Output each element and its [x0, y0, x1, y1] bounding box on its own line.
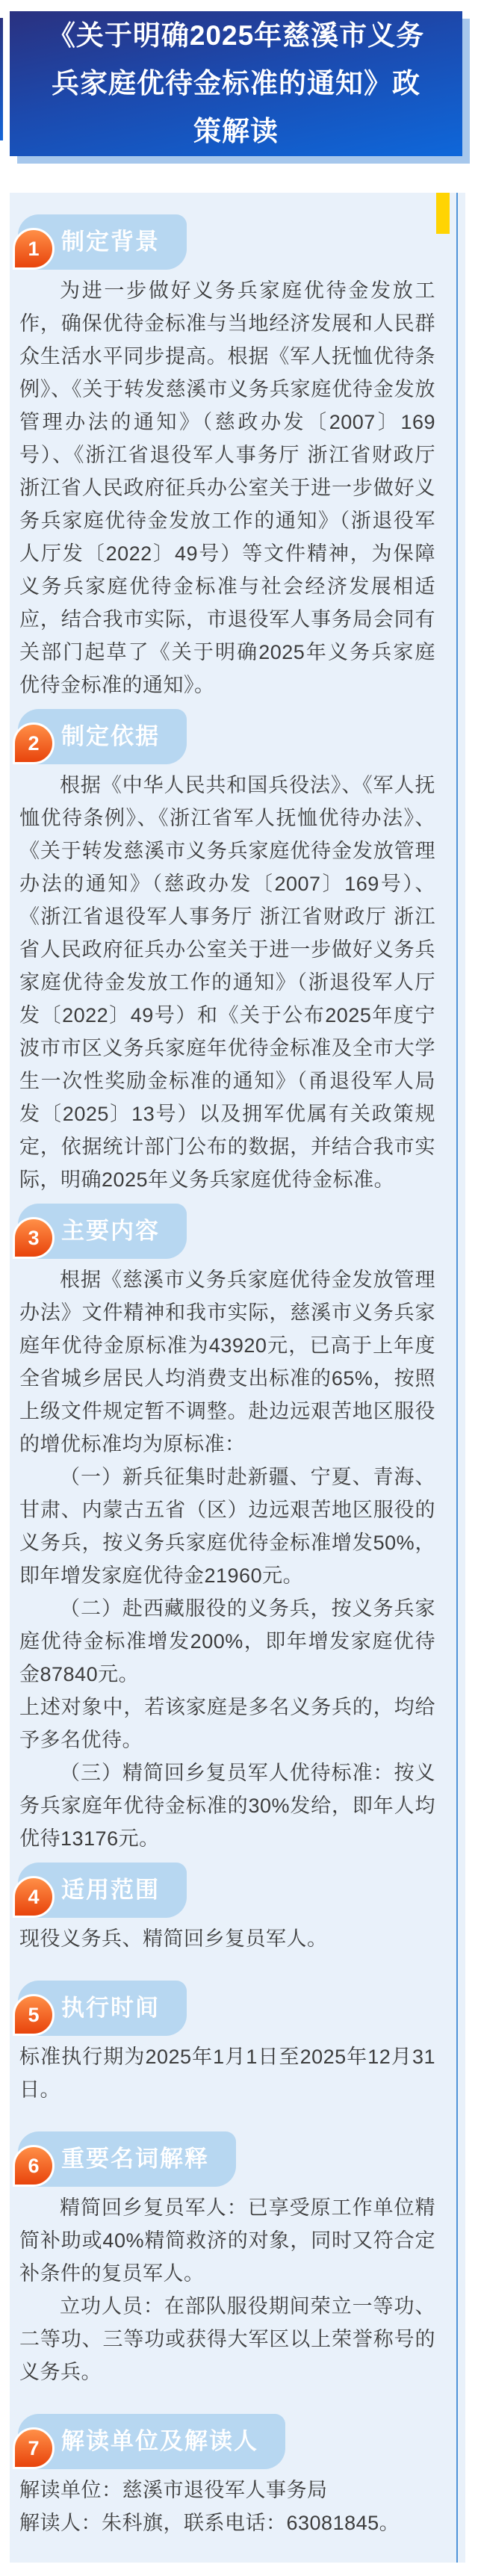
- paragraph: 上述对象中，若该家庭是多名义务兵的，均给予多名优待。: [19, 1696, 435, 1751]
- paragraph: 精简回乡复员军人：已享受原工作单位精简补助或40%精简救济的对象，同时又符合定补条件的复员军人。: [19, 2196, 435, 2285]
- header-banner: [10, 11, 462, 156]
- section-title-badge: 制定背景: [18, 214, 187, 270]
- section-title-badge: 执行时间: [18, 1981, 187, 2036]
- section-background: [10, 214, 465, 702]
- section-header: [10, 709, 465, 764]
- section-scope: [10, 1863, 465, 1955]
- paragraph: 现役义务兵、精简回乡复员军人。: [19, 1928, 328, 1950]
- interpreting-unit-line: 解读单位：慈溪市退役军人事务局: [19, 2479, 328, 2501]
- section-number-marker: 6: [13, 2145, 55, 2187]
- section-header: [10, 1981, 465, 2036]
- left-edge-accent-strip: [0, 18, 3, 140]
- section-effective-time: [10, 1981, 465, 2106]
- page-title: 《关于明确2025年慈溪市义务兵家庭优待金标准的通知》政策解读: [47, 20, 425, 146]
- section-interpreter-info: [10, 2414, 465, 2539]
- right-accent-line: [456, 193, 458, 2563]
- paragraph: 根据《中华人民共和国兵役法》、《军人抚恤优待条例》、《浙江省军人抚恤优待办法》、《关于转发慈溪市义务兵家庭优待金发放管理办法的通知》（慈政办发〔2007〕169号）、《浙江省退役军人事务厅 浙江省财政厅 浙江省人民政府征兵办公室关于进一步做好义务兵家庭优待金发放工作的通知》（浙退役军人厅发〔2022〕49号）和《关于公布2025年度宁波市市区义务兵家庭年优待金标准及全市大学生一次性奖励金标准的通知》（甬退役军人局发〔2025〕13号）以及拥军优属有关政策规定，依据统计部门公布的数据，并结合我市实际，明确2025年义务兵家庭优待金标准。: [19, 774, 435, 1191]
- section-number-marker: 4: [13, 1876, 55, 1918]
- section-header: [10, 1204, 465, 1259]
- section-number-marker: 5: [13, 1994, 55, 2036]
- paragraph: 立功人员：在部队服役期间荣立一等功、二等功、三等功或获得大军区以上荣誉称号的义务兵。: [19, 2295, 435, 2383]
- section-number-marker: 2: [13, 722, 55, 764]
- paragraph: 标准执行期为2025年1月1日至2025年12月31日。: [19, 2046, 435, 2101]
- section-title-badge: 适用范围: [18, 1863, 187, 1918]
- section-header: [10, 2414, 465, 2469]
- section-terms-glossary: [10, 2131, 465, 2388]
- section-title-badge: 主要内容: [18, 1204, 187, 1259]
- section-header: [10, 2131, 465, 2187]
- section-number-marker: 1: [13, 228, 55, 270]
- interpreter-contact-line: 解读人：朱科旗，联系电话：63081845。: [19, 2512, 400, 2534]
- paragraph: （三）精简回乡复员军人优待标准：按义务兵家庭年优待金标准的30%发给，即年人均优待13176元。: [19, 1762, 435, 1850]
- section-header: [10, 214, 465, 270]
- section-title-badge: 重要名词解释: [18, 2131, 236, 2187]
- section-basis: [10, 709, 465, 1196]
- content-panel: [10, 193, 465, 2563]
- paragraph: （二）赴西藏服役的义务兵，按义务兵家庭优待金标准增发200%，即年增发家庭优待金87840元。: [19, 1597, 435, 1685]
- section-main-content: [10, 1204, 465, 1855]
- section-header: [10, 1863, 465, 1918]
- section-title-badge: 制定依据: [18, 709, 187, 764]
- paragraph: 根据《慈溪市义务兵家庭优待金发放管理办法》文件精神和我市实际，慈溪市义务兵家庭年优待金原标准为43920元，已高于上年度全省城乡居民人均消费支出标准的65%，按照上级文件规定暂不调整。赴边远艰苦地区服役的增优标准均为原标准：: [19, 1269, 435, 1455]
- paragraph: （一）新兵征集时赴新疆、宁夏、青海、甘肃、内蒙古五省（区）边远艰苦地区服役的义务兵，按义务兵家庭优待金标准增发50%，即年增发家庭优待金21960元。: [19, 1466, 435, 1587]
- paragraph: 为进一步做好义务兵家庭优待金发放工作，确保优待金标准与当地经济发展和人民群众生活水平同步提高。根据《军人抚恤优待条例》、《关于转发慈溪市义务兵家庭优待金发放管理办法的通知》（慈政办发〔2007〕169号）、《浙江省退役军人事务厅 浙江省财政厅 浙江省人民政府征兵办公室关于进一步做好义务兵家庭优待金发放工作的通知》（浙退役军人厅发〔2022〕49号）等文件精神，为保障义务兵家庭优待金标准与社会经济发展相适应，结合我市实际，市退役军人事务局会同有关部门起草了《关于明确2025年义务兵家庭优待金标准的通知》。: [19, 279, 435, 696]
- section-title-badge: 解读单位及解读人: [18, 2414, 285, 2469]
- section-number-marker: 7: [13, 2427, 55, 2469]
- section-number-marker: 3: [13, 1217, 55, 1259]
